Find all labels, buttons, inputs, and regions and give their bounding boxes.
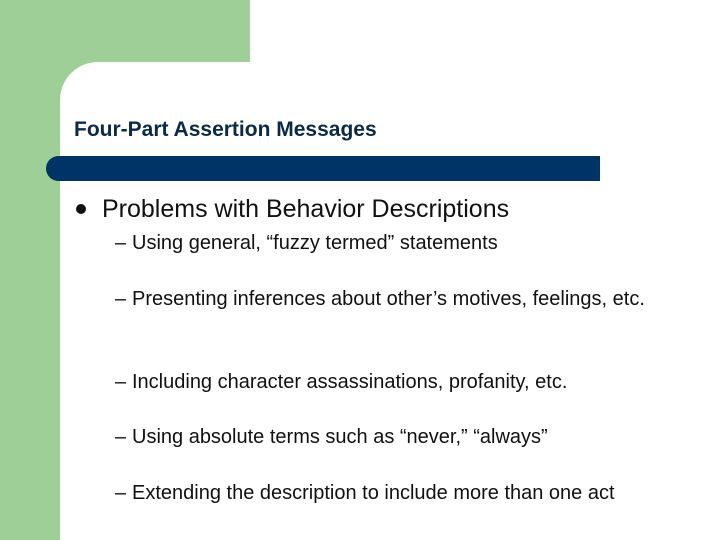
dash-icon: – bbox=[115, 232, 127, 254]
sub-bullet-item bbox=[115, 368, 715, 396]
sub-bullet-text: Extending the description to include more than one act bbox=[132, 482, 615, 504]
main-bullet-text: Problems with Behavior Descriptions bbox=[102, 194, 510, 223]
bullet-dot-icon bbox=[76, 204, 86, 214]
sub-bullet-item bbox=[115, 229, 715, 257]
sub-bullet-text: Including character assassinations, profanity, etc. bbox=[132, 371, 568, 393]
sub-bullet-item bbox=[115, 285, 705, 313]
sub-bullet-text: Using absolute terms such as “never,” “always” bbox=[132, 426, 548, 448]
sub-bullet-text: Presenting inferences about other’s motives, feelings, etc. bbox=[132, 288, 645, 310]
corner-accent-left bbox=[0, 0, 60, 540]
sub-bullet-item bbox=[115, 479, 715, 507]
main-bullet bbox=[76, 193, 509, 225]
sub-bullet-text: Using general, “fuzzy termed” statements bbox=[132, 232, 498, 254]
dash-icon: – bbox=[115, 288, 127, 310]
dash-icon: – bbox=[115, 482, 127, 504]
dash-icon: – bbox=[115, 371, 127, 393]
title-underline-bar bbox=[46, 156, 600, 181]
sub-bullet-item bbox=[115, 423, 715, 451]
dash-icon: – bbox=[115, 426, 127, 448]
slide-title: Four-Part Assertion Messages bbox=[74, 118, 377, 141]
